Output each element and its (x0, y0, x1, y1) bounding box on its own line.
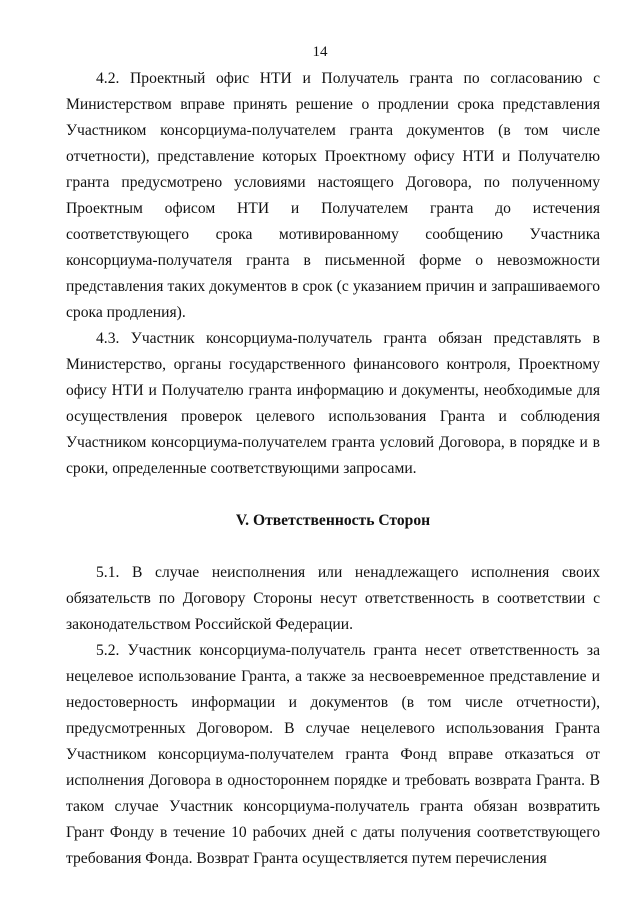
page-number: 14 (312, 44, 328, 60)
section-heading: V. Ответственность Сторон (235, 512, 431, 529)
paragraph-4-2: 4.2. Проектный офис НТИ и Получатель гранта по согласованию с Министерством вправе принять решение о продлении срока представления Участником консорциума-получателем гранта документов (в том числе отчетности), представление которых Проектному офису НТИ и Получателю гранта предусмотрено условиями настоящего Договора, по полученному Проектным офисом НТИ и Получателем гранта до истечения соответствующего срока мотивированному сообщению Участника консорциума-получателя гранта в письменной форме о невозможности представления таких документов в срок (с указанием причин и запрашиваемого срока продления). (66, 70, 600, 321)
document-body (66, 66, 600, 872)
paragraph-5-2: 5.2. Участник консорциума-получатель гранта несет ответственность за нецелевое использование Гранта, а также за несвоевременное представление и недостоверность информации и документов (в том числе отчетности), предусмотренных Договором. В случае нецелевого использования Гранта Участником консорциума-получателем гранта Фонд вправе отказаться от исполнения Договора в одностороннем порядке и требовать возврата Гранта. В таком случае Участник консорциума-получатель гранта обязан возвратить Грант Фонду в течение 10 рабочих дней с даты получения соответствующего требования Фонда. Возврат Гранта осуществляется путем перечисления (66, 642, 600, 867)
paragraph-5-1: 5.1. В случае неисполнения или ненадлежащего исполнения своих обязательств по Договору Стороны несут ответственность в соответствии с законодательством Российской Федерации. (66, 564, 600, 633)
paragraph-4-3: 4.3. Участник консорциума-получатель гранта обязан представлять в Министерство, органы государственного финансового контроля, Проектному офису НТИ и Получателю гранта информацию и документы, необходимые для осуществления проверок целевого использования Гранта и соблюдения Участником консорциума-получателем гранта условий Договора, в порядке и в сроки, определенные соответствующими запросами. (66, 330, 600, 477)
